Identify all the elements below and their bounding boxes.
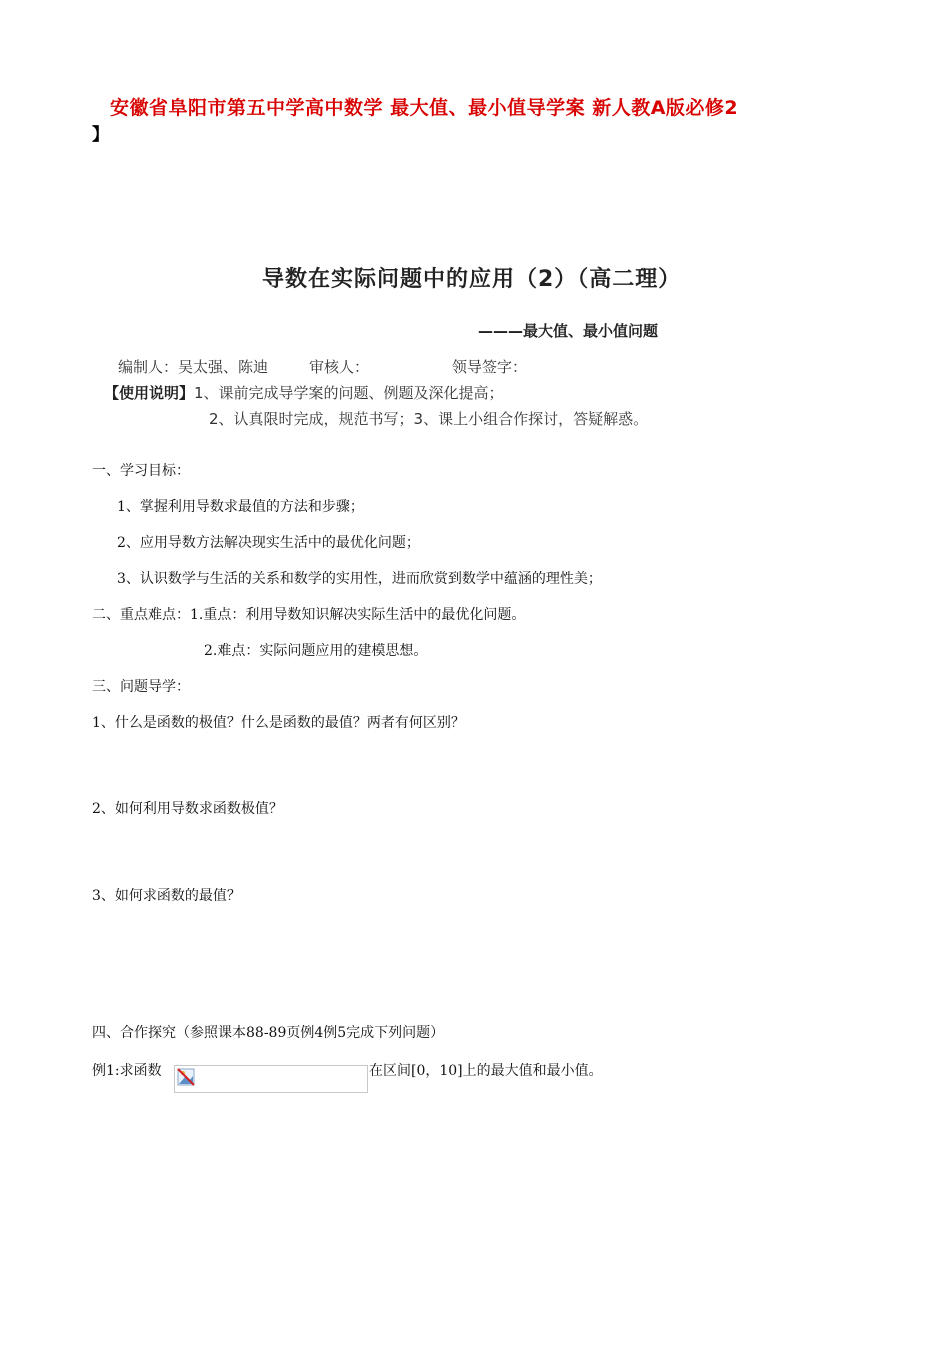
editors-label: 编制人：吴太强、陈迪 [118, 358, 269, 376]
leader-signature-label: 领导签字： [452, 358, 528, 376]
question-item: 2、如何利用导数求函数极值？ [92, 801, 283, 817]
key-points-line-2: 2.难点：实际问题应用的建模思想。 [204, 643, 428, 659]
key-points-line-1: 二、重点难点：1.重点：利用导数知识解决实际生活中的最优化问题。 [92, 607, 526, 623]
goal-item: 1、掌握利用导数求最值的方法和步骤； [117, 499, 364, 515]
lesson-subtitle: ———最大值、最小值问题 [478, 322, 659, 340]
reviewer-label: 审核人： [309, 358, 370, 376]
question-item: 1、什么是函数的极值？什么是函数的最值？两者有何区别？ [92, 715, 465, 731]
question-item: 3、如何求函数的最值？ [92, 888, 241, 904]
formula-image-placeholder [174, 1065, 368, 1093]
broken-image-icon [177, 1068, 195, 1086]
document-header-title: 安徽省阜阳市第五中学高中数学 最大值、最小值导学案 新人教A版必修2 [110, 97, 739, 119]
instruction-item-1: 1、课前完成导学案的问题、例题及深化提高； [194, 384, 504, 402]
example-1-prefix: 例1:求函数 [92, 1063, 162, 1079]
goal-item: 3、认识数学与生活的关系和数学的实用性，进而欣赏到数学中蕴涵的理性美； [117, 571, 602, 587]
instructions-line-1 [104, 382, 504, 403]
explore-heading: 四、合作探究（参照课本88-89页例4例5完成下列问题） [92, 1025, 445, 1041]
goal-item: 2、应用导数方法解决现实生活中的最优化问题； [117, 535, 420, 551]
instructions-label: 【使用说明】 [104, 384, 195, 402]
lesson-title: 导数在实际问题中的应用（2）（高二理） [262, 267, 682, 292]
example-1-suffix: 在区间[0，10]上的最大值和最小值。 [369, 1063, 603, 1079]
header-bracket: 】 [92, 125, 109, 145]
instruction-item-2: 2、认真限时完成，规范书写；3、课上小组合作探讨，答疑解惑。 [209, 410, 649, 428]
guide-heading: 三、问题导学： [92, 679, 190, 695]
goals-heading: 一、学习目标： [92, 463, 190, 479]
